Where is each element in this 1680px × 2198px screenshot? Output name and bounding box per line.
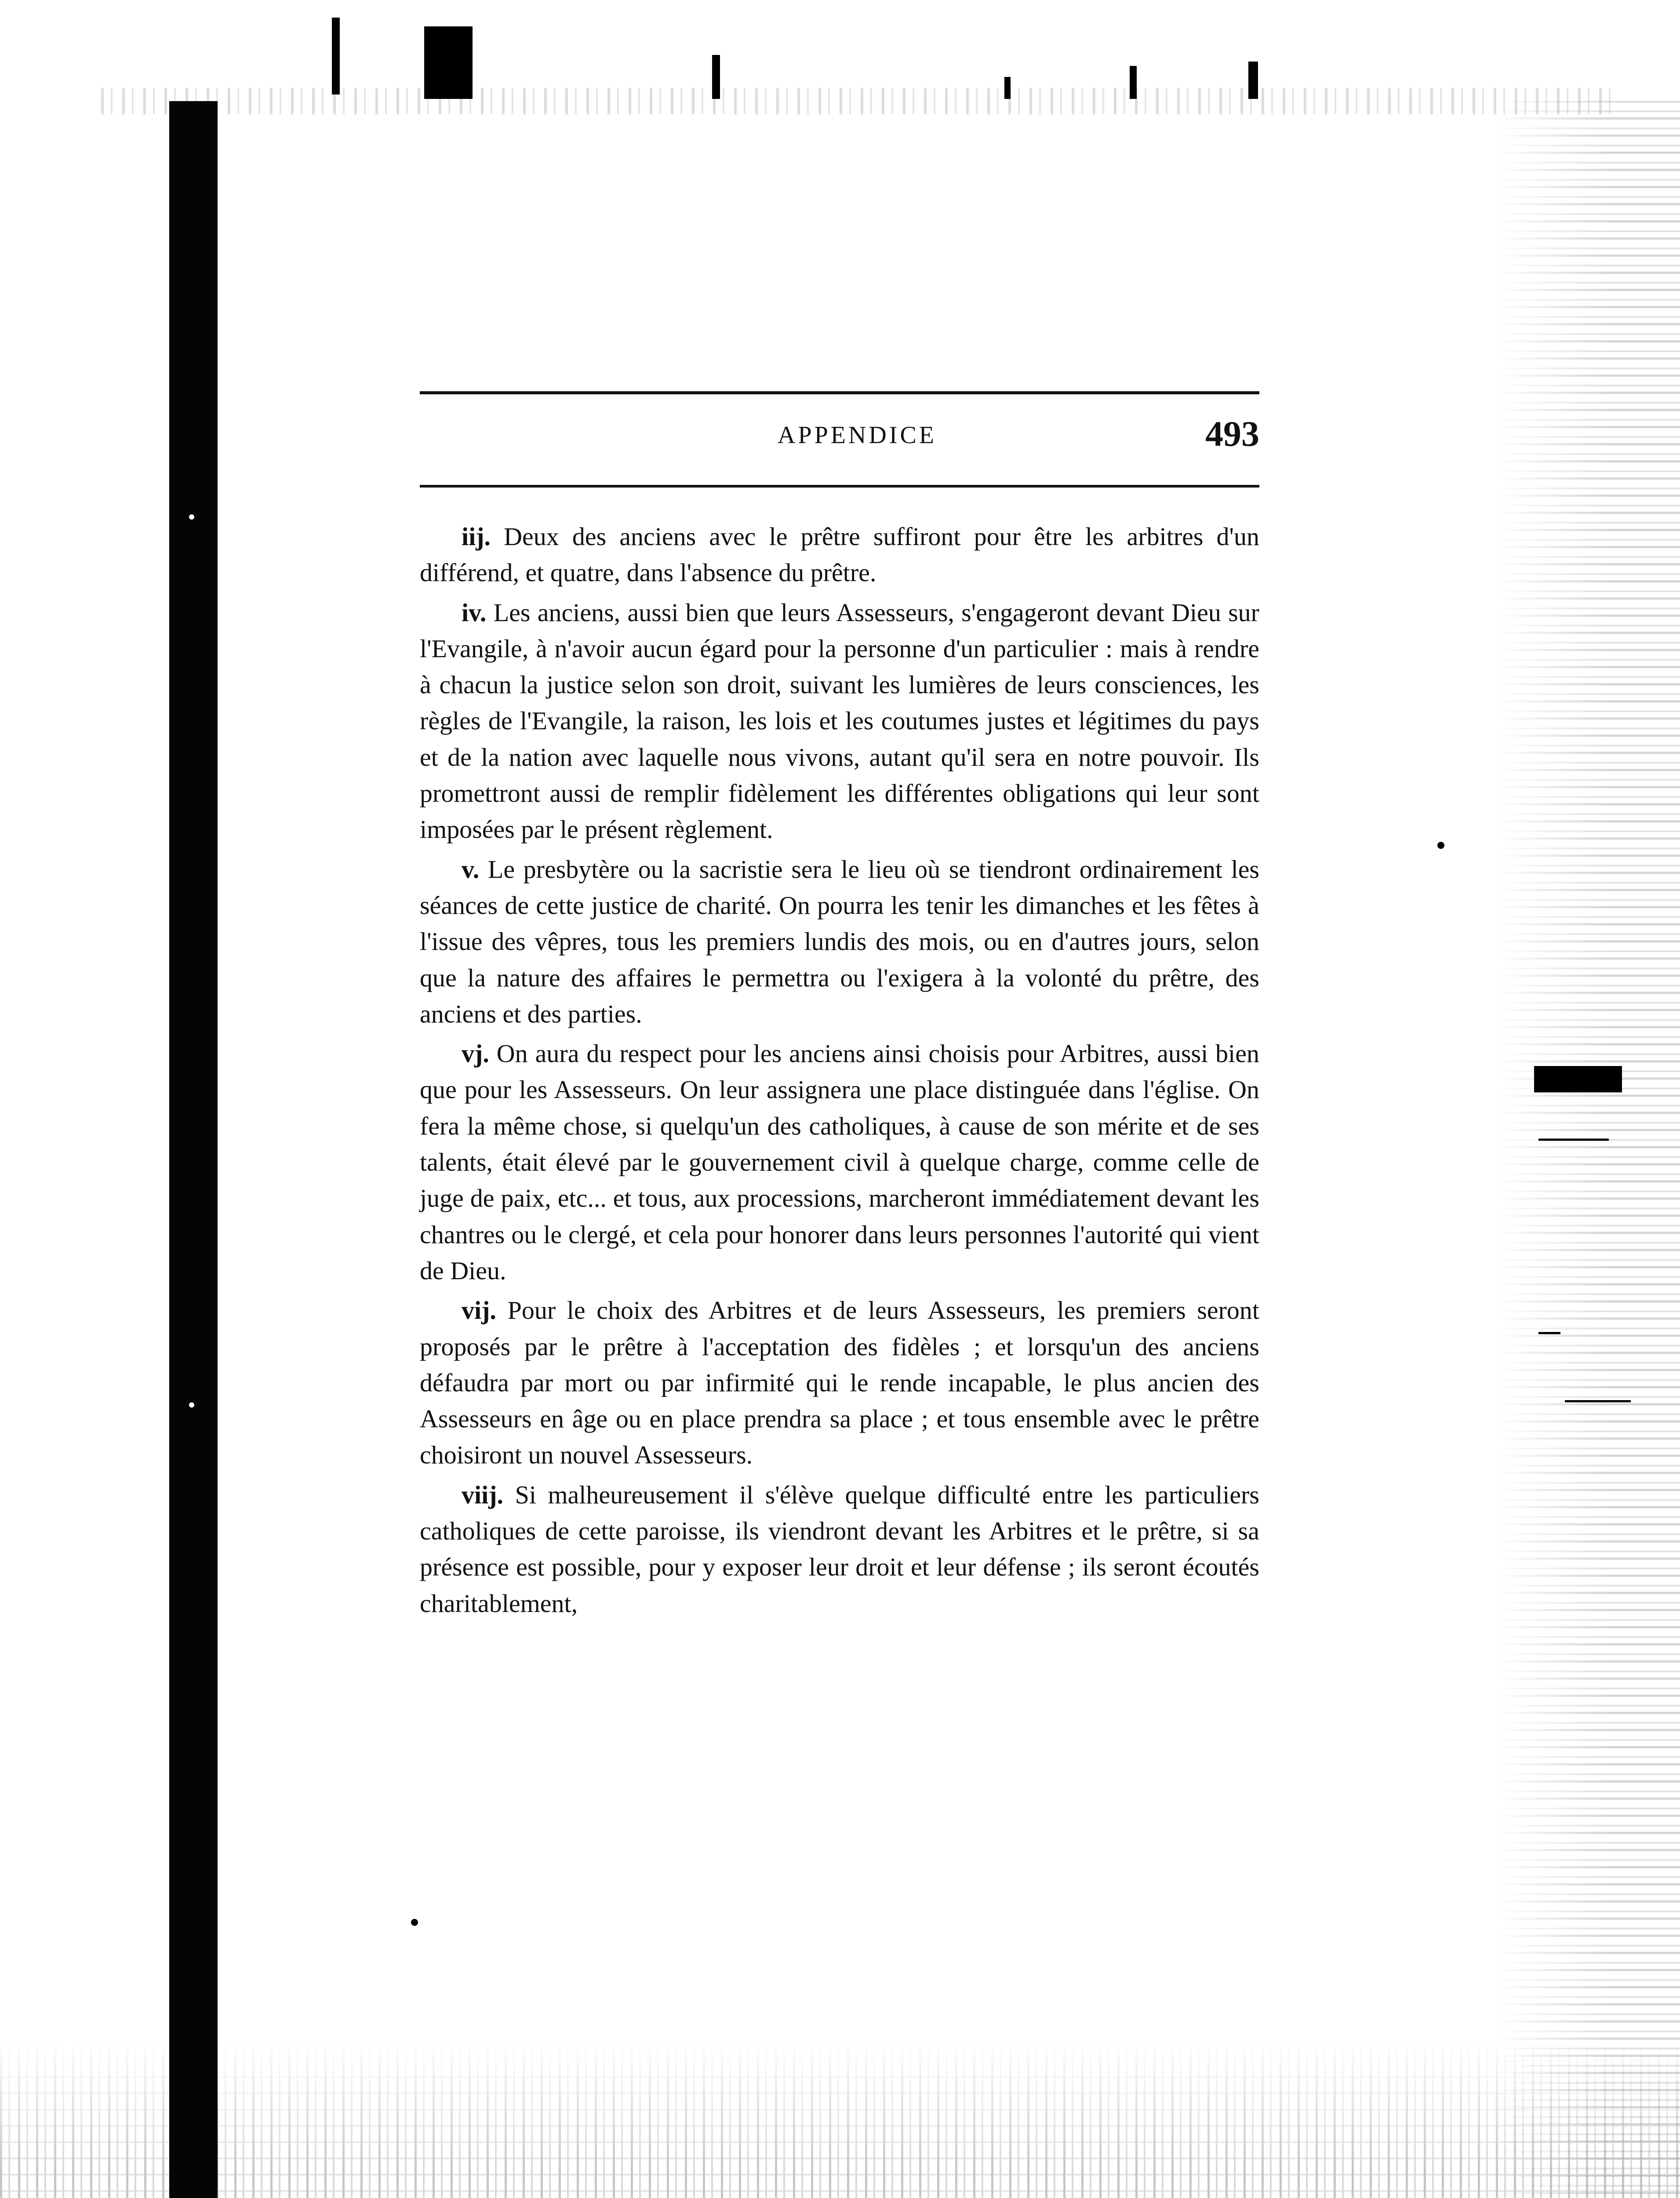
paragraph-text: Pour le choix des Arbitres et de leurs Assesseurs, les premiers seront proposés par le prêtre à l'acceptation des fidèles ; et lorsqu'un des anciens défaudra par mort ou par infirmité qui le rende incapable, le plus ancien des Assesseurs en âge ou en place prendra sa place ; et tous ensemble avec le prêtre choisiront un nouvel Assesseurs. [420,1296,1260,1470]
scan-bottom-edge [0,2040,1680,2198]
scan-margin-line [1565,1400,1631,1402]
page-header [420,413,1259,466]
scan-edge-mark [1248,62,1258,99]
scan-margin-blot [1534,1066,1622,1092]
paragraph-text: Si malheureusement il s'élève quelque difficulté entre les particuliers catholiques de cette paroisse, ils viendront devant les Arbitres et le prêtre, si sa présence est possible, pour y exposer leur droit et leur défense ; ils seront écoutés charitablement, [420,1480,1259,1618]
scan-spine-notch [189,514,194,520]
scan-top-edge [101,88,1618,114]
scan-edge-mark [1130,66,1137,99]
paragraph-text: Les anciens, aussi bien que leurs Assesseurs, s'engageront devant Dieu sur l'Evangile, à n'avoir aucun égard pour la personne d'un particulier : mais à rendre à chacun la justice selon son droit, suivant les lumières de leurs consciences, les règles de l'Evangile, la raison, les lois et les coutumes justes et légitimes du pays et de la nation avec laquelle nous vivons, autant qu'il sera en notre pouvoir. Ils promettront aussi de remplir fidèlement les différentes obligations qui leur sont imposées par le présent règlement. [420,598,1259,844]
scan-margin-line [1538,1139,1609,1141]
scan-spine-shadow [169,101,218,2198]
paragraph-number: viij. [462,1480,504,1509]
page-number: 493 [1205,414,1259,454]
paragraph-viij [420,1477,1259,1622]
paragraph-text: Le presbytère ou la sacristie sera le lieu où se tiendront ordinairement les séances de cette justice de charité. On pourra les tenir les dimanches et les fêtes à l'issue des vêpres, tous les premiers lundis des mois, ou en d'autres jours, selon que la nature des affaires le permettra ou l'exigera à la volonté du prêtre, des anciens et des parties. [420,855,1260,1028]
scan-edge-mark [712,55,720,99]
running-head: APPENDICE [777,422,937,449]
paragraph-number: vij. [462,1296,496,1325]
paragraph-number: iv. [462,598,487,627]
paragraph-text: Deux des anciens avec le prêtre suffiront pour être les arbitres d'un différend, et quatre, dans l'absence du prêtre. [420,522,1259,587]
scan-speck [411,1919,418,1926]
scan-edge-mark [1004,77,1011,99]
scan-speck [1437,842,1444,849]
body-text [420,519,1259,1622]
paragraph-v [420,852,1259,1032]
scan-spine-notch [189,1402,194,1408]
paragraph-number: vj. [462,1039,489,1068]
paragraph-text: On aura du respect pour les anciens ainsi choisis pour Arbitres, aussi bien que pour les Assesseurs. On leur assignera une place distinguée dans l'église. On fera la même chose, si quelqu'un des catholiques, à cause de son mérite et de ses talents, était élevé par le gouvernement civil à quelque charge, comme celle de juge de paix, etc... et tous, aux processions, marcheront immédiatement devant les chantres ou le clergé, et cela pour honorer dans leurs personnes l'autorité qui vient de Dieu. [420,1039,1260,1285]
scan-right-edge [1495,101,1680,2198]
scan-edge-mark [332,18,340,95]
scan-margin-line [1538,1332,1560,1334]
header-rule-bottom [420,485,1259,488]
paragraph-number: iij. [462,522,491,551]
paragraph-iv [420,595,1259,848]
paragraph-number: v. [462,855,480,884]
paragraph-iij [420,519,1259,591]
paragraph-vj [420,1036,1259,1289]
scan-edge-mark [424,26,473,99]
header-rule-top [420,391,1259,394]
paragraph-vij [420,1292,1259,1473]
